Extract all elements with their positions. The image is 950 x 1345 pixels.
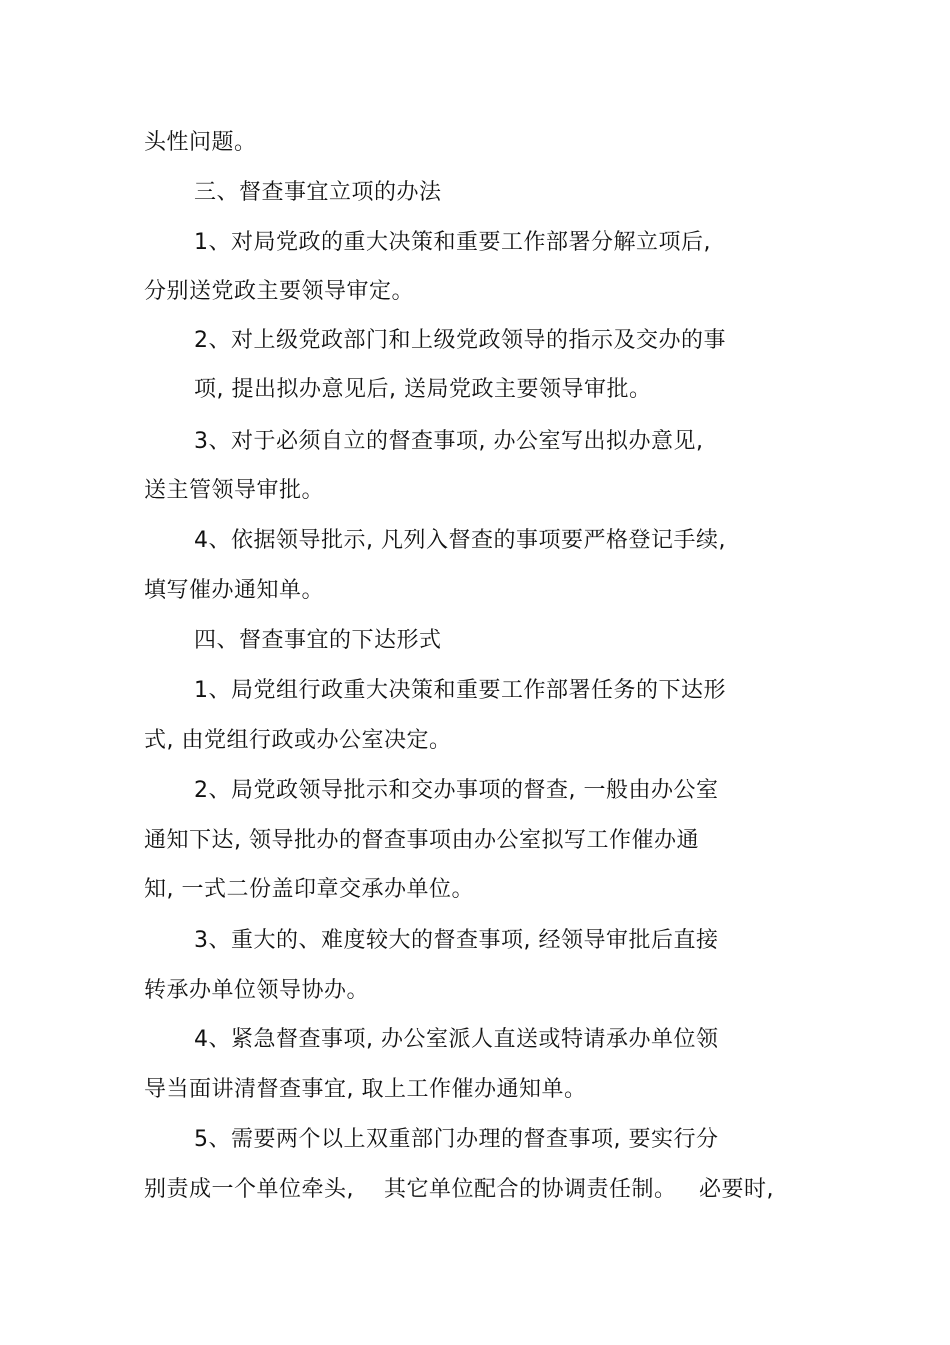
paragraph-line: 知, 一式二份盖印章交承办单位。	[144, 877, 474, 902]
paragraph-line: 送主管领导审批。	[144, 478, 325, 503]
paragraph-line: 通知下达, 领导批办的督查事项由办公室拟写工作催办通	[144, 828, 699, 853]
section-heading: 四、督查事宜的下达形式	[194, 628, 442, 653]
paragraph-line: 2、对上级党政部门和上级党政领导的指示及交办的事	[194, 328, 726, 353]
paragraph-line: 式, 由党组行政或办公室决定。	[144, 728, 452, 753]
paragraph-line: 导当面讲清督查事宜, 取上工作催办通知单。	[144, 1077, 587, 1102]
paragraph-line: 4、依据领导批示, 凡列入督查的事项要严格登记手续,	[194, 528, 726, 553]
paragraph-line: 项, 提出拟办意见后, 送局党政主要领导审批。	[194, 377, 652, 402]
paragraph-line: 1、局党组行政重大决策和重要工作部署任务的下达形	[194, 678, 726, 703]
paragraph-line: 4、紧急督查事项, 办公室派人直送或特请承办单位领	[194, 1027, 719, 1052]
paragraph-line: 填写催办通知单。	[144, 578, 325, 603]
paragraph-line: 头性问题。	[144, 130, 257, 155]
paragraph-line: 3、对于必须自立的督查事项, 办公室写出拟办意见,	[194, 429, 704, 454]
paragraph-line: 2、局党政领导批示和交办事项的督查, 一般由办公室	[194, 778, 719, 803]
paragraph-line: 分别送党政主要领导审定。	[144, 279, 415, 304]
section-heading: 三、督查事宜立项的办法	[194, 180, 442, 205]
paragraph-line: 1、对局党政的重大决策和重要工作部署分解立项后,	[194, 230, 711, 255]
paragraph-line: 5、需要两个以上双重部门办理的督查事项, 要实行分	[194, 1127, 719, 1152]
paragraph-line: 3、重大的、难度较大的督查事项, 经领导审批后直接	[194, 928, 719, 953]
paragraph-line: 转承办单位领导协办。	[144, 978, 370, 1003]
paragraph-line: 别责成一个单位牵头, 其它单位配合的协调责任制。 必要时,	[144, 1177, 774, 1202]
